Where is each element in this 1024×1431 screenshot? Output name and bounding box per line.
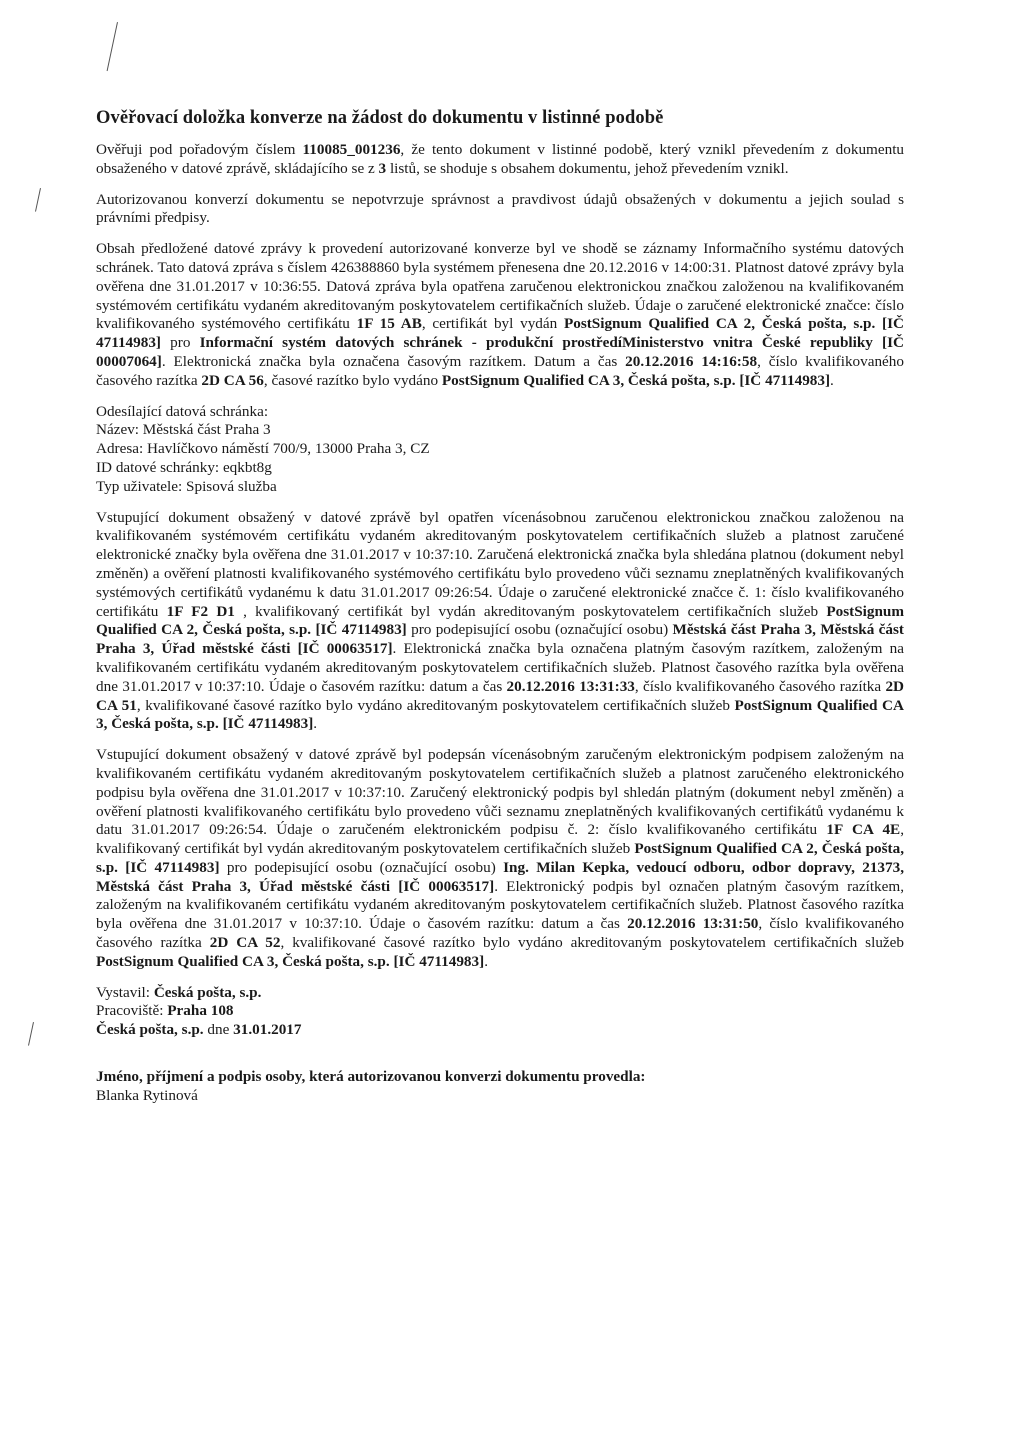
issue-date-value: 31.01.2017 xyxy=(233,1021,302,1039)
p3-run: PostSignum Qualified CA 3, Česká pošta, s.p. [IČ 47114983] xyxy=(441,371,831,389)
paragraph-verification xyxy=(96,141,904,179)
signatory-block xyxy=(96,1068,904,1106)
issuer-block xyxy=(96,984,904,1040)
p4-run: pro podepisující osobu (označující osobu) xyxy=(406,621,673,639)
p5-run: PostSignum Qualified CA 3, Česká pošta, s.p. [IČ 47114983] xyxy=(96,952,485,970)
p3-run: 20.12.2016 14:16:58 xyxy=(625,352,758,370)
issued-by-value: Česká pošta, s.p. xyxy=(153,983,262,1001)
p4-run: PostSignum Qualified CA 2, Česká pošta, s.p. [IČ 47114983] xyxy=(96,602,905,639)
p5-run: , kvalifikované časové razítko bylo vydáno akreditovaným poskytovatelem certifikačních služeb xyxy=(280,934,904,952)
p5-run: 2D CA 52 xyxy=(209,934,281,952)
p3-run: 2D CA 56 xyxy=(201,371,264,389)
p3-run: , certifikát byl vydán xyxy=(421,315,564,333)
p5-run: Vstupující dokument obsažený v datové zprávě byl podepsán vícenásobným zaručeným elektronickým podpisem založeným na kvalifikovaném certifikátu vydaném akreditovaným poskytovatelem certifikačních služeb a platnost zaručeného elektronického podpisu byla ověřena dne 31.01.2017 v 10:37:10. Zaručený elektronický podpis byl shledán platným (dokument nebyl změněn) a ověření platnosti kvalifikovaného certifikátu bylo provedeno vůči seznamu zneplatněných kvalifikovaných certifikátů vydanému k datu 31.01.2017 09:26:54. Údaje o zaručeném elektronickém podpisu č. 2: číslo kvalifikovaného certifikátu xyxy=(96,746,904,839)
scan-mark-left xyxy=(35,188,41,212)
workplace-line xyxy=(96,1002,904,1021)
p5-run: 20.12.2016 13:31:50 xyxy=(627,915,759,933)
p5-run: 1F CA 4E xyxy=(826,821,901,839)
p4-run: , kvalifikovaný certifikát byl vydán akreditovaným poskytovatelem certifikačních služeb xyxy=(234,602,827,620)
p3-run: , číslo kvalifikovaného časového razítka xyxy=(96,352,904,389)
p2-run: Autorizovanou konverzí dokumentu se nepotvrzuje správnost a pravdivost údajů obsažených v dokumentu a jejich soulad s právními předpisy. xyxy=(96,190,904,227)
p4-run: . Elektronická značka byla označena platným časovým razítkem, založeným na kvalifikovaném certifikátu vydaném akreditovaným poskytovatelem certifikačních služeb. Platnost časového razítka byla ověřena dne 31.01.2017 v 10:37:10. Údaje o časovém razítku: datum a čas xyxy=(96,640,904,695)
p3-run: PostSignum Qualified CA 2, Česká pošta, s.p. [IČ 47114983] xyxy=(96,315,904,352)
sender-user-type: Typ uživatele: Spisová služba xyxy=(96,477,277,495)
issue-date-prefix: Česká pošta, s.p. xyxy=(96,1021,204,1039)
signatory-heading: Jméno, příjmení a podpis osoby, která autorizovanou konverzi dokumentu provedla: xyxy=(96,1068,646,1086)
p5-run: , kvalifikovaný certifikát byl vydán akreditovaným poskytovatelem certifikačních služeb xyxy=(96,821,904,858)
p4-run: , kvalifikované časové razítko bylo vydáno akreditovaným poskytovatelem certifikačních služeb xyxy=(136,696,735,714)
workplace-value: Praha 108 xyxy=(167,1002,234,1020)
paragraph-electronic-seal xyxy=(96,509,904,735)
issued-by-label: Vystavil: xyxy=(96,983,154,1001)
sender-box-id: ID datové schránky: eqkbt8g xyxy=(96,458,272,476)
p4-run: , číslo kvalifikovaného časového razítka xyxy=(634,677,886,695)
p5-run: , číslo kvalifikovaného časového razítka xyxy=(96,915,904,952)
scan-mark-top xyxy=(107,22,119,71)
p3-run: Obsah předložené datové zprávy k provedení autorizované konverze byl ve shodě se záznamy Informačního systému datových schránek. Tato datová zpráva s číslem 426388860 byla systémem přenesena dne 20.12.2016 v 14:00:31. Platnost datové zprávy byla ověřena dne 31.01.2017 v 10:36:55. Datová zpráva byla opatřena zaručenou elektronickou značkou založenou na kvalifikovaném systémovém certifikátu vydaném akreditovaným poskytovatelem certifikačních služeb. Údaje o zaručené elektronické značce: číslo kvalifikovaného systémového certifikátu xyxy=(96,240,904,333)
p5-run: Ing. Milan Kepka, vedoucí odboru, odbor dopravy, 21373, Městská část Praha 3, Úřad městské části [IČ 00063517] xyxy=(96,858,904,895)
p4-run: Vstupující dokument obsažený v datové zprávě byl opatřen vícenásobnou zaručenou elektronickou značkou založenou na kvalifikovaném systémovém certifikátu vydaném akreditovaným poskytovatelem certifikačních služeb a platnost zaručené elektronické značky byla ověřena dne 31.01.2017 v 10:37:10. Zaručená elektronická značka byla shledána platnou (dokument nebyl změněn) a ověření platnosti kvalifikovaného systémového certifikátu bylo provedeno vůči seznamu zneplatněných kvalifikovaných systémových certifikátů vydanému k datu 31.01.2017 09:26:54. Údaje o zaručené elektronické značce č. 1: číslo kvalifikovaného certifikátu xyxy=(96,508,904,620)
conversion-clause xyxy=(96,108,904,1118)
scan-mark-bottom xyxy=(28,1022,34,1046)
p3-run: pro xyxy=(160,334,200,352)
sender-address: Adresa: Havlíčkovo náměstí 700/9, 13000 Praha 3, CZ xyxy=(96,440,430,458)
p3-run: , časové razítko bylo vydáno xyxy=(263,371,442,389)
sender-box xyxy=(96,403,904,497)
p5-run: pro podepisující osobu (označující osobu) xyxy=(219,858,504,876)
paragraph-data-message xyxy=(96,240,904,390)
p1-run: Ověřuji pod pořadovým číslem xyxy=(96,141,303,158)
issue-date-line xyxy=(96,1021,904,1040)
workplace-label: Pracoviště: xyxy=(96,1002,168,1020)
issue-date-mid: dne xyxy=(203,1021,234,1039)
p5-run: PostSignum Qualified CA 2, Česká pošta, s.p. [IČ 47114983] xyxy=(96,840,905,876)
sender-name: Název: Městská část Praha 3 xyxy=(96,421,271,439)
p4-run: Městská část Praha 3, Městská část Praha 3, Úřad městské části [IČ 00063517] xyxy=(96,621,904,658)
p1-run: 3 xyxy=(378,159,387,177)
p5-run: . Elektronický podpis byl označen platným časovým razítkem, založeným na kvalifikovaném certifikátu vydaném akreditovaným poskytovatelem certifikačních služeb. Platnost časového razítka byla ověřena dne 31.01.2017 v 10:37:10. Údaje o časovém razítku: datum a čas xyxy=(96,877,904,933)
p1-run: , že tento dokument v listinné podobě, který vznikl převedením z dokumentu obsaženého v datové zprávě, skládajícího se z xyxy=(96,141,905,177)
p5-run: . xyxy=(484,952,488,970)
p4-run: 2D CA 51 xyxy=(96,677,904,714)
signatory-name: Blanka Rytinová xyxy=(96,1086,198,1104)
issued-by-line xyxy=(96,984,904,1003)
paragraph-disclaimer xyxy=(96,191,904,229)
p3-run: 1F 15 AB xyxy=(356,315,422,333)
p1-run: 110085_001236 xyxy=(302,141,401,158)
p4-run: 1F F2 D1 xyxy=(166,602,235,620)
p1-run: listů, se shoduje s obsahem dokumentu, jehož převedením vznikl. xyxy=(386,159,789,177)
p4-run: . xyxy=(313,715,318,733)
p3-run: Informační systém datových schránek - produkční prostředíMinisterstvo vnitra České republiky [IČ 00007064] xyxy=(96,334,904,370)
p3-run: . Elektronická značka byla označena časovým razítkem. Datum a čas xyxy=(161,352,626,370)
p3-run: . xyxy=(830,371,834,389)
p4-run: PostSignum Qualified CA 3, Česká pošta, s.p. [IČ 47114983] xyxy=(96,696,904,733)
document-title: Ověřovací doložka konverze na žádost do dokumentu v listinné podobě xyxy=(96,108,664,128)
paragraph-electronic-signature xyxy=(96,746,904,972)
p4-run: 20.12.2016 13:31:33 xyxy=(506,677,635,695)
sender-heading: Odesílající datová schránka: xyxy=(96,402,269,420)
